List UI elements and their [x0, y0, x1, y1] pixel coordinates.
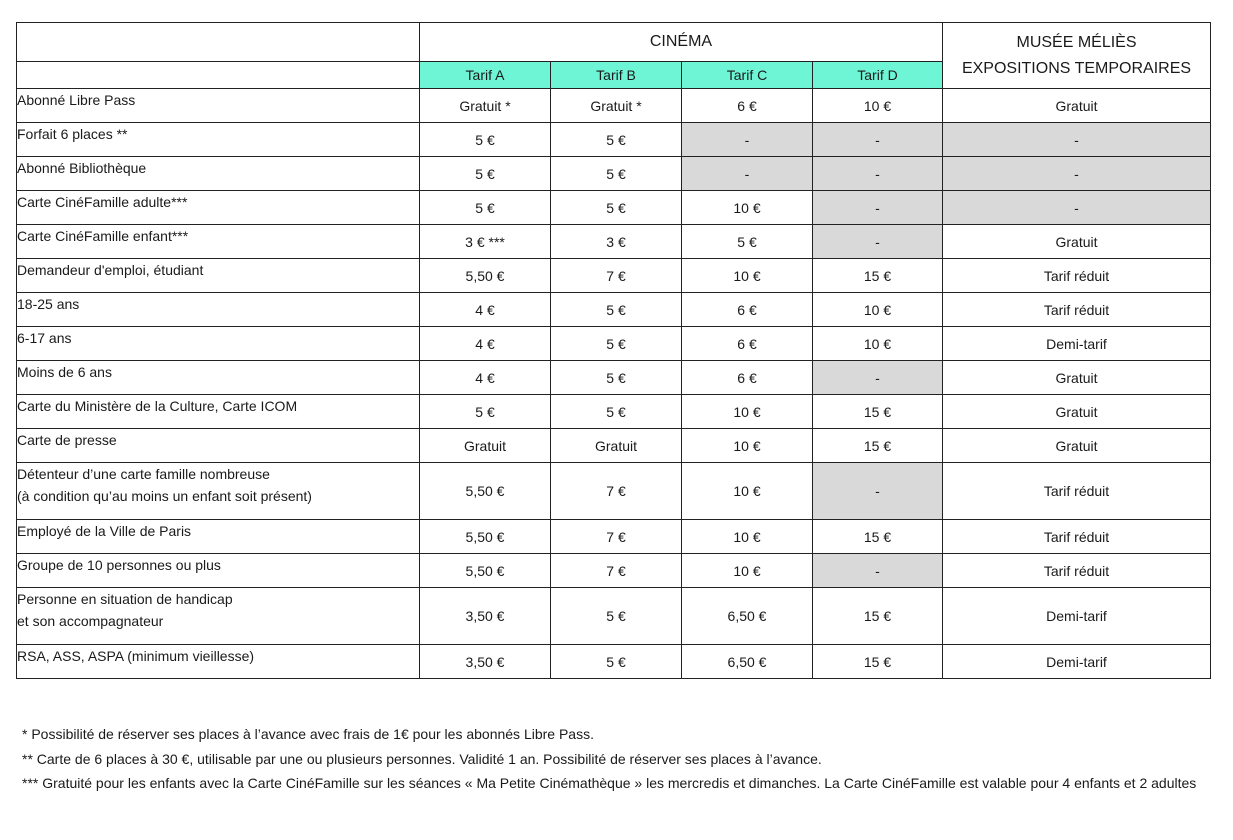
tarif-b-cell: 7 €	[551, 554, 682, 588]
tarif-a-cell: Gratuit	[420, 429, 551, 463]
tarif-c-cell: 5 €	[682, 225, 813, 259]
tarif-a-cell: 3,50 €	[420, 588, 551, 645]
tarif-d-cell: -	[813, 157, 943, 191]
row-label-line: Abonné Bibliothèque	[17, 160, 147, 176]
tarif-d-cell: 10 €	[813, 89, 943, 123]
tarif-a-cell: 5 €	[420, 191, 551, 225]
cinema-group-header: CINÉMA	[420, 23, 943, 62]
musee-cell: Tarif réduit	[943, 554, 1211, 588]
table-row	[17, 645, 1211, 679]
tarif-b-cell: Gratuit	[551, 429, 682, 463]
table-row	[17, 429, 1211, 463]
musee-cell: Tarif réduit	[943, 293, 1211, 327]
expositions-title: EXPOSITIONS TEMPORAIRES	[961, 59, 1192, 77]
row-label	[17, 463, 420, 520]
musee-cell: Tarif réduit	[943, 259, 1211, 293]
row-label-line: Employé de la Ville de Paris	[17, 523, 192, 539]
row-label	[17, 588, 420, 645]
row-label-line: 6-17 ans	[17, 330, 72, 346]
row-label-line: 18-25 ans	[17, 296, 80, 312]
tarif-b-cell: 5 €	[551, 588, 682, 645]
tarif-b-cell: 5 €	[551, 327, 682, 361]
tarif-b-cell: 3 €	[551, 225, 682, 259]
row-label-line: Abonné Libre Pass	[17, 92, 136, 108]
tarif-d-cell: 15 €	[813, 429, 943, 463]
tarif-a-cell: 5,50 €	[420, 259, 551, 293]
row-label-line: Demandeur d'emploi, étudiant	[17, 262, 204, 278]
table-row	[17, 361, 1211, 395]
tarif-b-cell: 5 €	[551, 395, 682, 429]
table-row	[17, 463, 1211, 520]
tarif-b-cell: 5 €	[551, 191, 682, 225]
row-label-line: (à condition qu’au moins un enfant soit présent)	[17, 488, 312, 504]
tarif-a-cell: 5 €	[420, 395, 551, 429]
tarif-c-cell: 10 €	[682, 191, 813, 225]
tarif-b-cell: 7 €	[551, 259, 682, 293]
row-label	[17, 191, 420, 225]
musee-cell: Gratuit	[943, 429, 1211, 463]
table-row	[17, 225, 1211, 259]
tarif-b-cell: Gratuit *	[551, 89, 682, 123]
row-label	[17, 157, 420, 191]
tarif-c-cell: 10 €	[682, 520, 813, 554]
table-row	[17, 89, 1211, 123]
musee-cell: Tarif réduit	[943, 463, 1211, 520]
tarif-d-cell: 15 €	[813, 395, 943, 429]
row-label	[17, 554, 420, 588]
musee-cell: Gratuit	[943, 395, 1211, 429]
tarif-a-cell: 5,50 €	[420, 520, 551, 554]
corner-blank-cell	[17, 23, 420, 62]
tarif-d-cell: -	[813, 225, 943, 259]
musee-cell: Tarif réduit	[943, 520, 1211, 554]
tarifs-body	[17, 89, 1211, 679]
table-row	[17, 191, 1211, 225]
tarif-c-cell: 10 €	[682, 554, 813, 588]
tarif-a-cell: 4 €	[420, 293, 551, 327]
tarif-c-cell: 10 €	[682, 463, 813, 520]
table-row	[17, 259, 1211, 293]
tarifs-table	[16, 22, 1211, 679]
tarif-d-cell: -	[813, 554, 943, 588]
row-label-line: Personne en situation de handicap	[17, 591, 233, 607]
tarif-d-cell: 15 €	[813, 588, 943, 645]
row-label	[17, 520, 420, 554]
tarif-b-header: Tarif B	[551, 62, 682, 89]
row-label-line: Groupe de 10 personnes ou plus	[17, 557, 221, 573]
row-label-line: et son accompagnateur	[17, 613, 164, 629]
tarif-b-cell: 5 €	[551, 293, 682, 327]
tarif-c-cell: 6,50 €	[682, 645, 813, 679]
tarif-a-cell: 5,50 €	[420, 463, 551, 520]
tarif-d-cell: -	[813, 463, 943, 520]
tarif-a-cell: Gratuit *	[420, 89, 551, 123]
row-label	[17, 259, 420, 293]
tarif-a-cell: 3,50 €	[420, 645, 551, 679]
table-row	[17, 157, 1211, 191]
row-label	[17, 89, 420, 123]
musee-cell: -	[943, 123, 1211, 157]
tarif-a-cell: 4 €	[420, 327, 551, 361]
row-label	[17, 225, 420, 259]
table-row	[17, 588, 1211, 645]
tarif-d-cell: -	[813, 191, 943, 225]
tarif-a-cell: 5 €	[420, 123, 551, 157]
tarif-b-cell: 5 €	[551, 645, 682, 679]
tarif-c-cell: 10 €	[682, 429, 813, 463]
musee-cell: -	[943, 191, 1211, 225]
tarif-c-cell: 6 €	[682, 327, 813, 361]
row-label	[17, 429, 420, 463]
tarif-d-cell: -	[813, 361, 943, 395]
row-label	[17, 361, 420, 395]
tarif-b-cell: 5 €	[551, 361, 682, 395]
musee-title: MUSÉE MÉLIÈS	[1016, 33, 1137, 51]
table-row	[17, 395, 1211, 429]
musee-cell: Demi-tarif	[943, 327, 1211, 361]
row-label	[17, 327, 420, 361]
row-label-line: Carte CinéFamille adulte***	[17, 194, 188, 210]
musee-group-header	[943, 23, 1211, 89]
footnote-2: ** Carte de 6 places à 30 €, utilisable par une ou plusieurs personnes. Validité 1 an. Possibilité de réserver ses places à l’avance.	[22, 750, 822, 767]
tarif-d-cell: 15 €	[813, 259, 943, 293]
table-row	[17, 123, 1211, 157]
table-row	[17, 554, 1211, 588]
musee-cell: Gratuit	[943, 89, 1211, 123]
tarif-c-cell: 6 €	[682, 89, 813, 123]
tarif-d-header: Tarif D	[813, 62, 943, 89]
tarif-c-cell: -	[682, 157, 813, 191]
row-label-line: Carte du Ministère de la Culture, Carte ICOM	[17, 398, 298, 414]
row-label-line: Moins de 6 ans	[17, 364, 112, 380]
musee-cell: Gratuit	[943, 225, 1211, 259]
footnote-1: * Possibilité de réserver ses places à l’avance avec frais de 1€ pour les abonnés Libre Pass.	[22, 726, 594, 742]
tarif-c-cell: 10 €	[682, 395, 813, 429]
row-label	[17, 123, 420, 157]
tarif-a-header: Tarif A	[420, 62, 551, 89]
musee-cell: Demi-tarif	[943, 645, 1211, 679]
row-label-line: Forfait 6 places **	[17, 126, 128, 142]
tarif-d-cell: -	[813, 123, 943, 157]
tarif-a-cell: 5,50 €	[420, 554, 551, 588]
table-row	[17, 293, 1211, 327]
footnotes	[22, 722, 1212, 796]
table-row	[17, 327, 1211, 361]
row-label-line: RSA, ASS, ASPA (minimum vieillesse)	[17, 648, 255, 664]
row-label-line: Carte CinéFamille enfant***	[17, 228, 189, 244]
table-row	[17, 520, 1211, 554]
row-label-line: Détenteur d’une carte famille nombreuse	[17, 466, 270, 482]
tarif-c-header: Tarif C	[682, 62, 813, 89]
row-label	[17, 645, 420, 679]
musee-cell: Demi-tarif	[943, 588, 1211, 645]
tarif-c-cell: 6,50 €	[682, 588, 813, 645]
musee-cell: -	[943, 157, 1211, 191]
row-label	[17, 395, 420, 429]
tarif-b-cell: 5 €	[551, 157, 682, 191]
tarif-c-cell: 10 €	[682, 259, 813, 293]
tarif-a-cell: 3 € ***	[420, 225, 551, 259]
tarif-b-cell: 7 €	[551, 463, 682, 520]
tarif-d-cell: 15 €	[813, 520, 943, 554]
tarif-c-cell: 6 €	[682, 361, 813, 395]
tarif-d-cell: 10 €	[813, 293, 943, 327]
row-label	[17, 293, 420, 327]
tarif-a-cell: 5 €	[420, 157, 551, 191]
tarif-d-cell: 15 €	[813, 645, 943, 679]
tarif-b-cell: 7 €	[551, 520, 682, 554]
row-label-line: Carte de presse	[17, 432, 117, 448]
tarif-c-cell: -	[682, 123, 813, 157]
corner-blank-cell-2	[17, 62, 420, 89]
footnote-3: *** Gratuité pour les enfants avec la Carte CinéFamille sur les séances « Ma Petite Cinémathèque » les mercredis et dimanches. La Carte CinéFamille est valable pour 4 enfants et 2 adultes	[22, 775, 1197, 791]
musee-cell: Gratuit	[943, 361, 1211, 395]
tarif-d-cell: 10 €	[813, 327, 943, 361]
tarif-c-cell: 6 €	[682, 293, 813, 327]
tarif-b-cell: 5 €	[551, 123, 682, 157]
tarif-a-cell: 4 €	[420, 361, 551, 395]
